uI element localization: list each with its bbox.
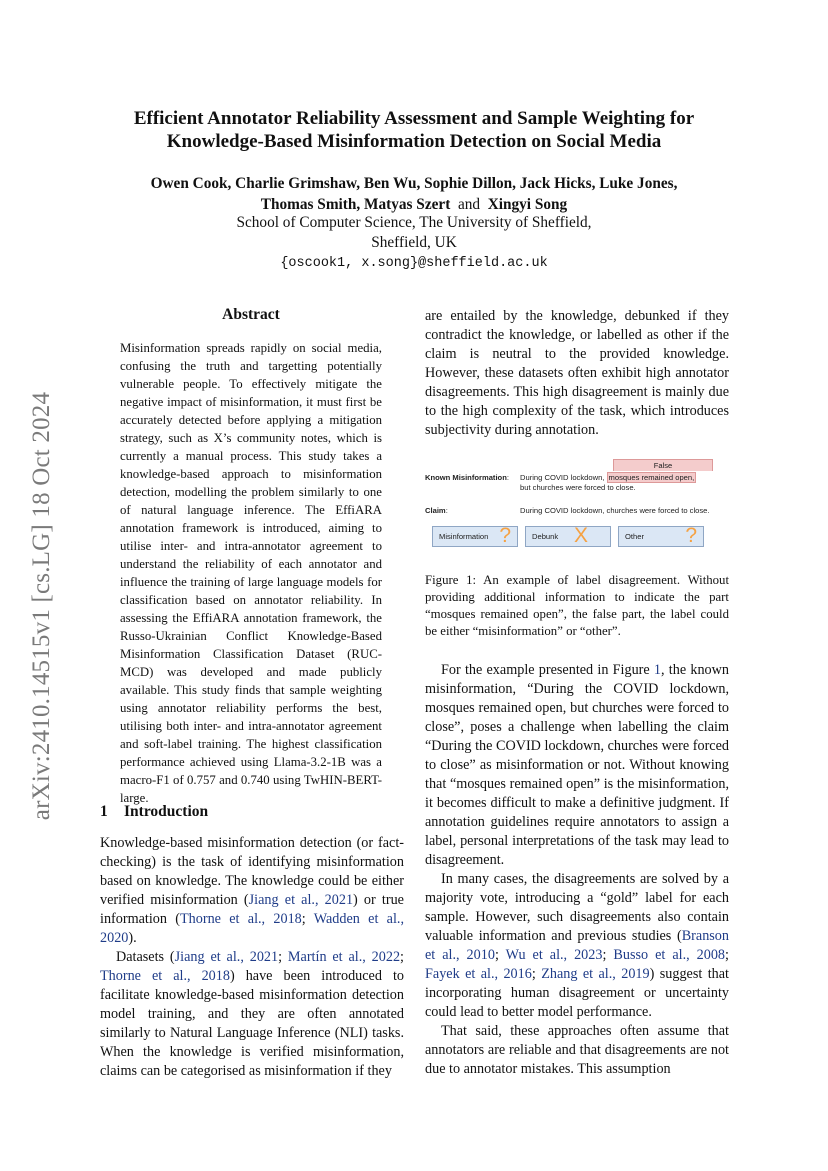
known-label-text: Known Misinformation — [425, 473, 507, 482]
paper-title — [100, 107, 728, 153]
text-run: , the known misinformation, “During the COVID lockdown, mosques remained open, but churches were forced to close”, poses a challenge when labelling the claim “During the COVID lockdown, churches were forced to close” as misinformation or not. Without knowing that “mosques remained open” is the misinformation, it becomes difficult to make a definitive judgment. If annotation guidelines require annotators to assign a label, personal interpretations of the task may lead to disagreement. — [425, 662, 729, 868]
section-number: 1 — [100, 803, 108, 820]
citation-link[interactable]: Zhang et al., 2019 — [541, 966, 650, 982]
false-tag: False — [613, 459, 713, 471]
text-run: ; — [531, 966, 542, 982]
known-colon: : — [506, 473, 509, 482]
citation-link[interactable]: Busso et al., 2008 — [613, 947, 726, 963]
false-highlight: mosques remained open, — [608, 473, 695, 482]
right-paragraph-4: That said, these approaches often assume that annotators are reliable and that disagreements are not due to annotator mistakes. This assumption — [425, 1023, 729, 1077]
text-run: ; — [278, 949, 288, 965]
right-paragraph-2 — [425, 661, 729, 870]
affiliation-line-2: Sheffield, UK — [371, 233, 457, 251]
abstract-heading: Abstract — [222, 306, 280, 323]
citation-link[interactable]: Fayek et al., 2016 — [425, 966, 532, 982]
intro-paragraph-2 — [100, 948, 404, 1081]
right-paragraph-3 — [425, 870, 729, 1022]
citation-link[interactable]: Thorne et al., 2018 — [100, 968, 230, 984]
text-run: ; — [301, 911, 314, 927]
citation-link[interactable]: Jiang et al., 2021 — [174, 949, 279, 965]
citation-link[interactable]: Wadden et al., 2020 — [100, 911, 404, 946]
text-run: ; — [400, 949, 404, 965]
option-label: Misinformation — [439, 532, 489, 541]
known-misinformation-text — [520, 473, 720, 493]
arxiv-identifier-text: arXiv:2410.14515v1 [cs.LG] 18 Oct 2024 — [28, 391, 55, 821]
text-run: ). — [128, 930, 137, 946]
text-run: ) suggest that incorporating human disagreement or uncertainty could lead to better model performance. — [425, 966, 729, 1020]
text-run: ; — [494, 947, 506, 963]
author-email: {oscook1, x.song}@sheffield.ac.uk — [280, 256, 548, 271]
option-other — [618, 526, 704, 547]
option-label: Debunk — [532, 532, 559, 541]
question-mark-icon: ? — [685, 524, 697, 547]
claim-colon: : — [445, 506, 448, 515]
question-mark-icon: ? — [499, 524, 511, 547]
option-debunk — [525, 526, 611, 547]
text-run: ; — [602, 947, 614, 963]
claim-text: During COVID lockdown, churches were forced to close. — [520, 506, 710, 515]
text-run: ) or true information ( — [100, 892, 404, 927]
text-run: Knowledge-based misinformation detection (or fact-checking) is the task of identifying misinformation based on knowledge. The knowledge could be either verified misinformation ( — [100, 835, 404, 908]
figure-caption: Figure 1: An example of label disagreement. Without providing additional information to indicate the part “mosques remained open”, the false part, the label could be either “misinformation” or “other”. — [425, 573, 729, 638]
text-run: ) have been introduced to facilitate knowledge-based misinformation detection model training, and they are often annotated similarly to Natural Language Inference (NLI) tasks. When the knowledge is verified misinformation, claims can be categorised as misinformation if they — [100, 968, 404, 1079]
left-column-body — [100, 834, 404, 1081]
section-heading-introduction — [100, 803, 404, 821]
text-run: Datasets ( — [116, 949, 175, 965]
affiliation — [100, 213, 728, 274]
title-line-2: Knowledge-Based Misinformation Detection on Social Media — [166, 131, 662, 152]
citation-link[interactable]: Branson et al., 2010 — [425, 928, 729, 963]
arxiv-identifier — [22, 365, 62, 847]
text-run: In many cases, the disagreements are solved by a majority vote, introducing a “gold” label for each sample. However, such disagreements also contain valuable information and previous studies ( — [425, 871, 729, 944]
affiliation-line-1: School of Computer Science, The University of Sheffield, — [236, 214, 592, 231]
known-misinformation-label — [425, 473, 509, 482]
authors-and: and — [457, 196, 481, 213]
citation-link[interactable]: Jiang et al., 2021 — [248, 892, 354, 908]
authors-line-1: Owen Cook, Charlie Grimshaw, Ben Wu, Sophie Dillon, Jack Hicks, Luke Jones, — [150, 175, 678, 192]
right-column-body — [425, 661, 729, 1079]
cross-mark-icon: X — [573, 524, 588, 547]
known-text-a: During COVID lockdown, — [520, 473, 605, 482]
title-line-1: Efficient Annotator Reliability Assessment and Sample Weighting for — [133, 108, 695, 129]
claim-label-text: Claim — [425, 506, 446, 515]
author-list — [100, 173, 728, 215]
section-title: Introduction — [124, 803, 209, 820]
intro-paragraph-1 — [100, 834, 404, 948]
right-paragraph-1: are entailed by the knowledge, debunked if they contradict the knowledge, or labelled as other if the claim is neutral to the provided knowledge. However, these datasets often exhibit high annotator disagreements. This high disagreement is mainly due to the high complexity of the task, which introduces subjectivity during annotation. — [425, 308, 729, 438]
figure-reference-link[interactable]: 1 — [653, 662, 662, 678]
text-run: For the example presented in Figure — [441, 662, 654, 678]
authors-line-2b: Xingyi Song — [487, 196, 568, 213]
claim-label — [425, 506, 448, 515]
option-misinformation — [432, 526, 518, 547]
known-text-b: but churches were forced to close. — [520, 483, 636, 492]
option-label: Other — [625, 532, 644, 541]
citation-link[interactable]: Wu et al., 2023 — [505, 947, 603, 963]
text-run: ; — [725, 947, 729, 963]
figure-1-label-disagreement — [425, 456, 729, 556]
authors-line-2a: Thomas Smith, Matyas Szert — [260, 196, 451, 213]
citation-link[interactable]: Thorne et al., 2018 — [180, 911, 302, 927]
abstract-text: Misinformation spreads rapidly on social media, confusing the truth and targetting potentially vulnerable people. To effectively mitigate the negative impact of misinformation, it must first be accurately detected before applying a mitigation strategy, such as X’s community notes, which is currently a manual process. This study takes a knowledge-based approach to misinformation detection, modelling the problem similarly to one of natural language inference. The EffiARA annotation framework is introduced, aiming to utilise inter- and intra-annotator agreement to understand the reliability of each annotator and influence the training of large language models for classification based on annotator reliability. In assessing the EffiARA annotation framework, the Russo-Ukrainian Conflict Knowledge-Based Misinformation Classification Dataset (RUC-MCD) was developed and made publicly available. This study finds that sample weighting using annotator reliability performs the best, utilising both inter- and intra-annotator agreement and soft-label training. The highest classification performance achieved using Llama-3.2-1B was a macro-F1 of 0.757 and 0.740 using TwHIN-BERT-large. — [120, 341, 382, 805]
citation-link[interactable]: Martín et al., 2022 — [287, 949, 401, 965]
